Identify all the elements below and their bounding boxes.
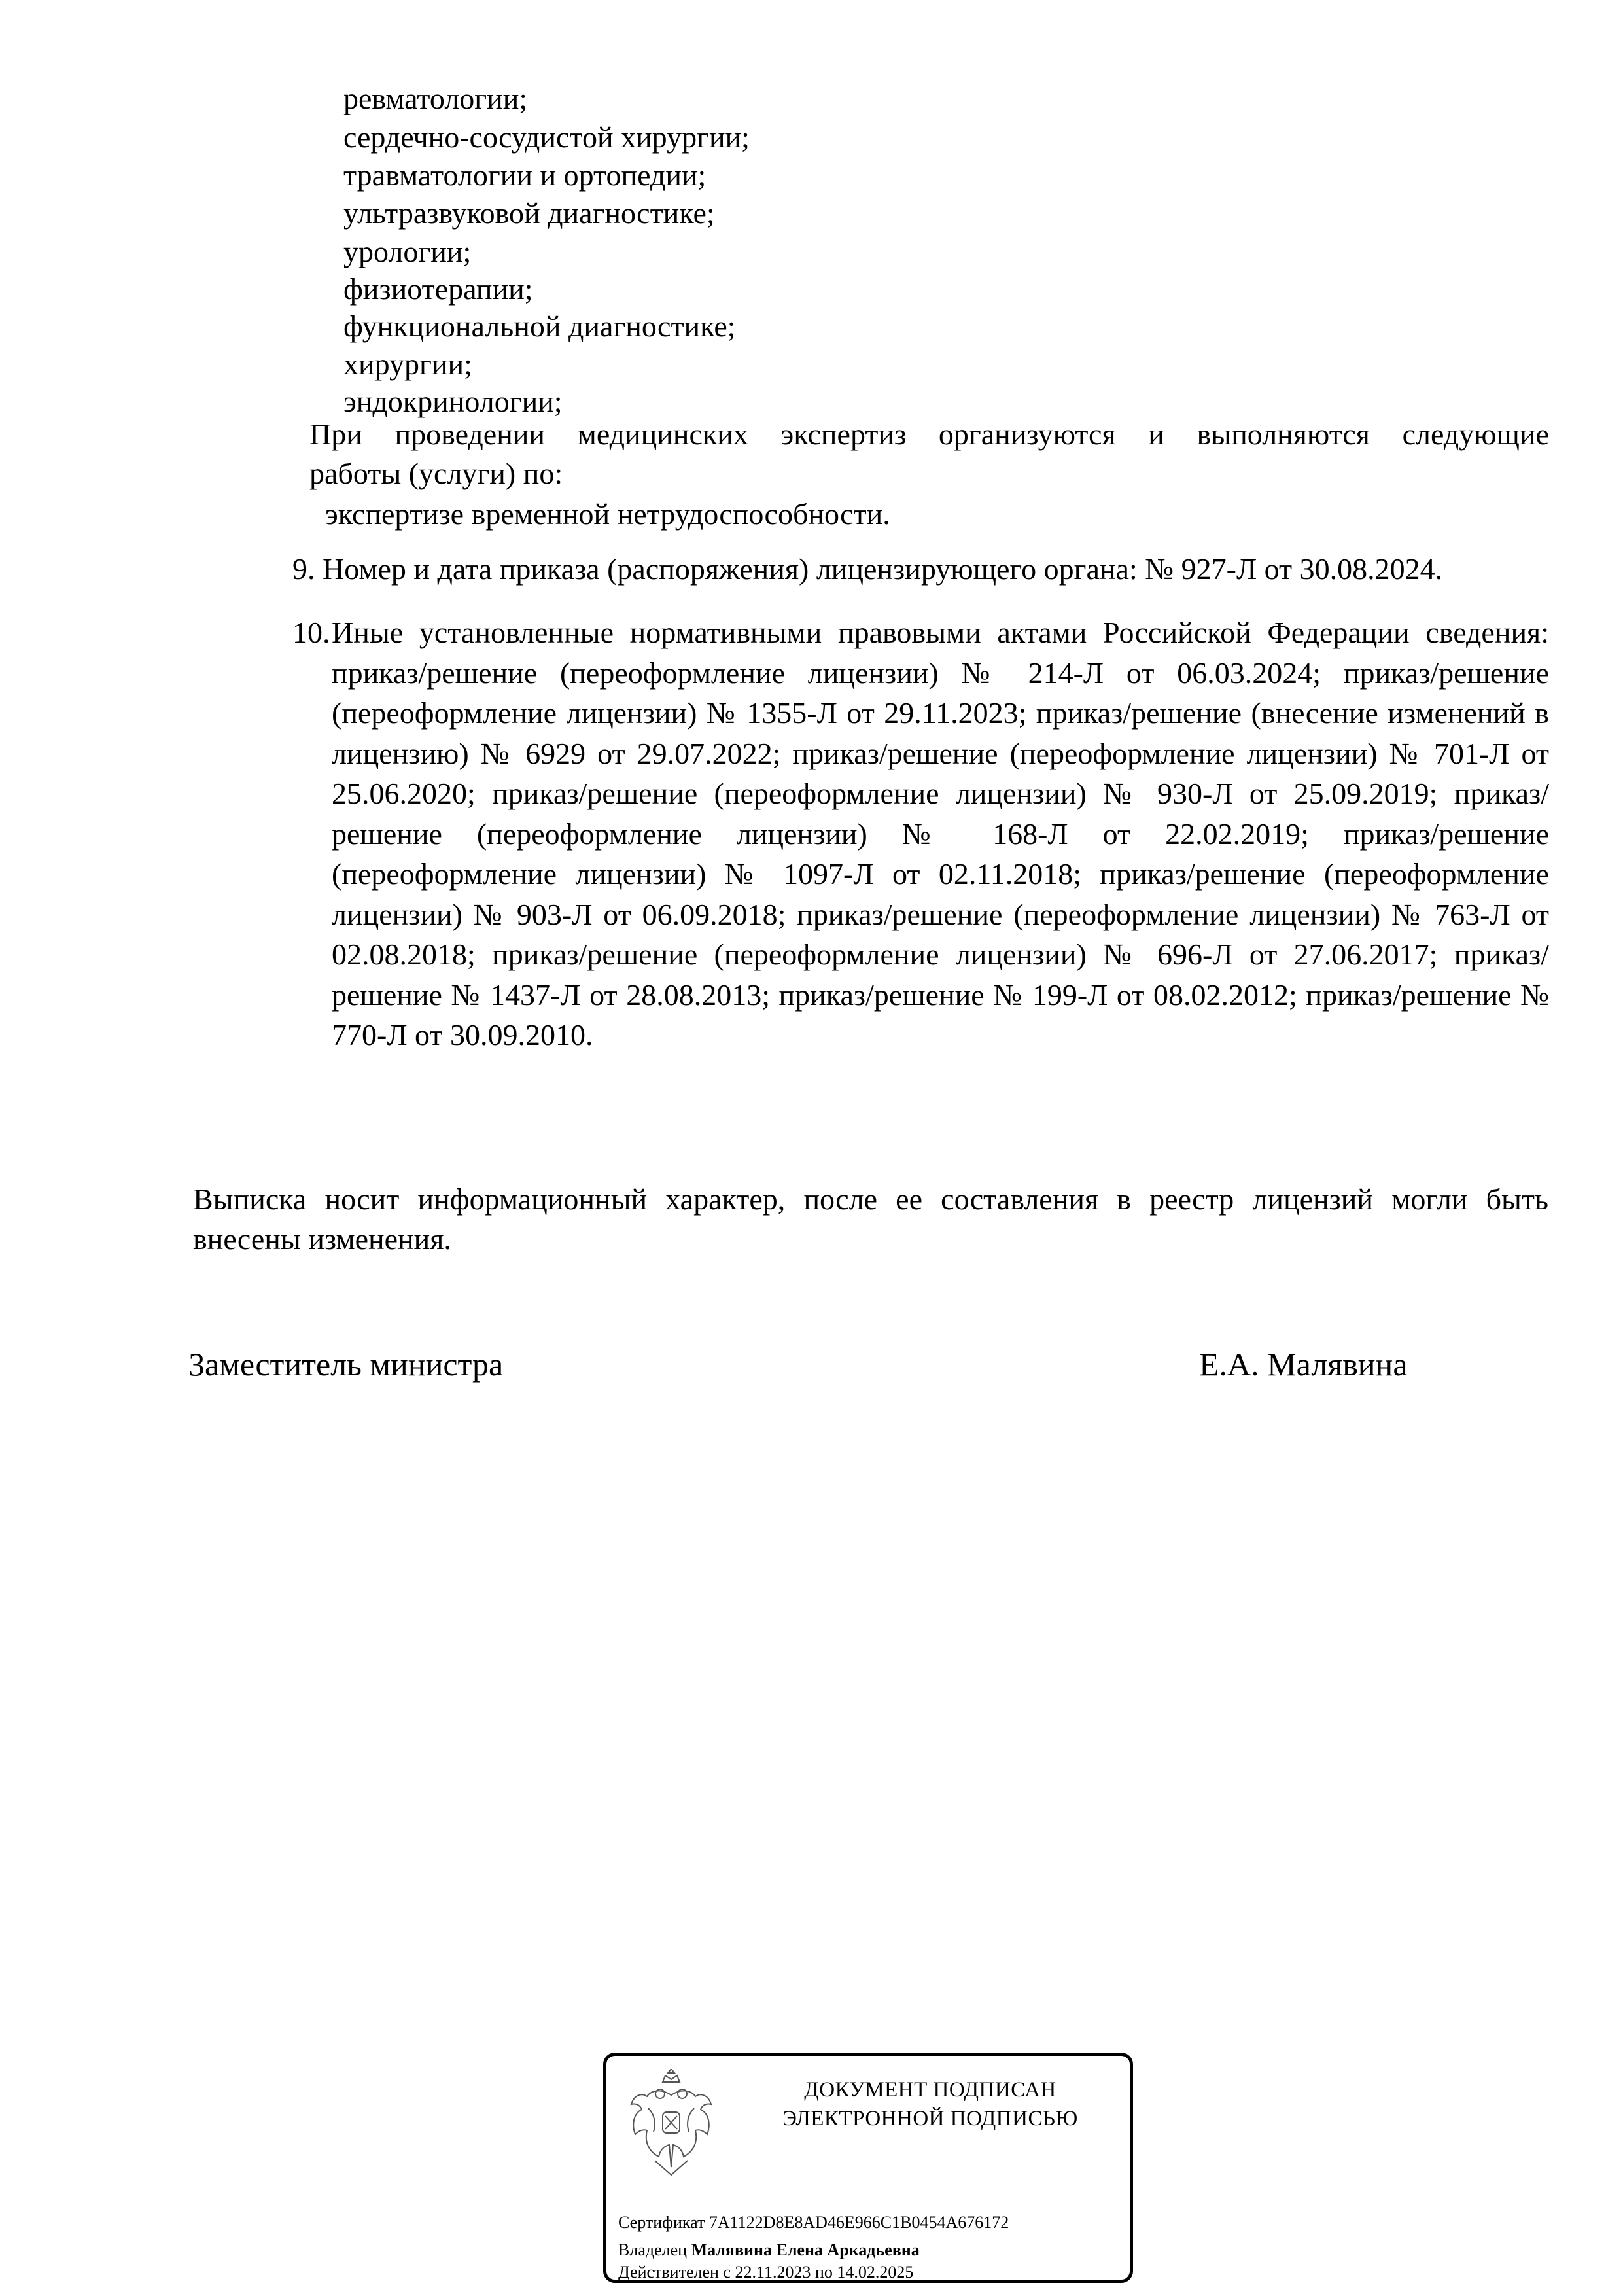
specialty-item: физиотерапии; (343, 272, 533, 306)
stamp-heading (741, 2075, 1120, 2133)
specialty-item: ультразвуковой диагностике; (343, 196, 715, 230)
signatory-position: Заместитель министра (188, 1346, 504, 1383)
stamp-heading-line1: ДОКУМЕНТ ПОДПИСАН (804, 2078, 1056, 2102)
item-10-text: Иные установленные нормативными правовыми актами Российской Федерации сведения: приказ/решение (переоформление лицензии) № 214-Л от 06.03.2024; приказ/решение (переоформление лицензии) № 1355-Л от 29.11.2023; приказ/решение (внесение изменений в лицензию) № 6929 от 29.07.2022; приказ/решение (переоформление лицензии) № 701-Л от 25.06.2020; приказ/решение (переоформление лицензии) № 930-Л от 25.09.2019; приказ/решение (переоформление лицензии) № 168-Л от 22.02.2019; приказ/решение (переоформление лицензии) № 1097-Л от 02.11.2018; приказ/решение (переоформление лицензии) № 903-Л от 06.09.2018; приказ/решение (переоформление лицензии) № 763-Л от 02.08.2018; приказ/решение (переоформление лицензии) № 696-Л от 27.06.2017; приказ/решение № 1437-Л от 28.08.2013; приказ/решение № 199-Л от 08.02.2012; приказ/решение № 770-Л от 30.09.2010. (332, 616, 1549, 1051)
owner-label: Владелец (618, 2240, 688, 2259)
specialty-item: эндокринологии; (343, 385, 563, 418)
information-note (193, 1179, 1548, 1220)
specialty-item: урологии; (343, 235, 472, 268)
certificate-label: Сертификат (618, 2213, 705, 2232)
owner-name: Малявина Елена Аркадьевна (691, 2240, 920, 2259)
owner-row (618, 2239, 920, 2261)
specialty-item: хирургии; (343, 347, 472, 381)
specialty-item: сердечно-сосудистой хирургии; (343, 120, 750, 154)
stamp-heading-line2: ЭЛЕКТРОННОЙ ПОДПИСЬЮ (782, 2107, 1078, 2130)
signatory-name: Е.А. Малявина (1199, 1346, 1408, 1383)
electronic-signature-stamp (603, 2053, 1133, 2283)
specialty-item: функциональной диагностике; (343, 309, 736, 343)
certificate-row (618, 2212, 1009, 2234)
specialty-item: травматологии и ортопедии; (343, 158, 707, 192)
expertise-item: экспертизе временной нетрудоспособности. (325, 497, 890, 531)
expertise-intro-line1: При проведении медицинских экспертиз организуются и выполняются следующие (309, 417, 1549, 451)
specialty-item: ревматологии; (343, 82, 528, 115)
note-line1: Выписка носит информационный характер, после ее составления в реестр лицензий могли быть (193, 1182, 1548, 1216)
item-10-number: 10. (292, 616, 330, 649)
certificate-number: 7A1122D8E8AD46E966C1B0454A676172 (708, 2213, 1009, 2232)
note-line2: внесены изменения. (193, 1222, 451, 1256)
item-9: 9. Номер и дата приказа (распоряжения) лицензирующего органа: № 927-Л от 30.08.2024. (292, 552, 1443, 586)
double-headed-eagle-emblem-icon (622, 2069, 720, 2180)
expertise-intro (309, 414, 1549, 455)
expertise-intro-line2: работы (услуги) по: (309, 457, 563, 490)
validity-row: Действителен с 22.11.2023 по 14.02.2025 (618, 2263, 914, 2282)
